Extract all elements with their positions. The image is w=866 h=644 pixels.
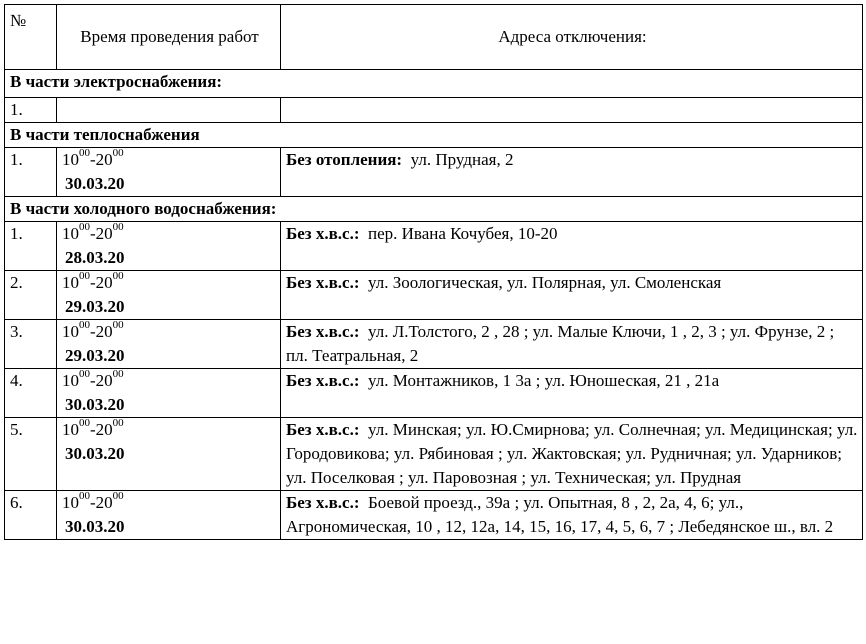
row-number: 4.: [5, 369, 57, 418]
row-time: $10^{00}-20^{00}$ 30.03.20: [57, 418, 281, 491]
row-date: 30.03.20: [65, 174, 125, 193]
row-address: Без х.в.с.: ул. Минская; ул. Ю.Смирнова; ул. Солнечная; ул. Медицинская; ул. Городовикова; ул. Рябиновая ; ул. Жактовская; ул. Рудничная; ул. Ударников; ул. Поселковая ; ул. Паровозная ; ул. Техническая; ул. Прудная: [281, 418, 863, 491]
outage-label: Без х.в.с.:: [286, 493, 360, 512]
table-row: [5, 148, 863, 197]
outage-label: Без х.в.с.:: [286, 420, 360, 439]
row-date: 30.03.20: [65, 444, 125, 463]
row-number: 1.: [5, 98, 57, 123]
row-address: Без х.в.с.: пер. Ивана Кочубея, 10-20: [281, 222, 863, 271]
section-heat-header: [5, 123, 863, 148]
row-time: [57, 98, 281, 123]
row-date: 30.03.20: [65, 517, 125, 536]
section-title: В части холодного водоснабжения:: [5, 197, 863, 222]
row-time: $10^{00}-20^{00}$ 29.03.20: [57, 271, 281, 320]
row-number: 2.: [5, 271, 57, 320]
table-row: [5, 369, 863, 418]
row-address: Без х.в.с.: ул. Зоологическая, ул. Полярная, ул. Смоленская: [281, 271, 863, 320]
row-address: Без х.в.с.: ул. Монтажников, 1 3а ; ул. Юношеская, 21 , 21а: [281, 369, 863, 418]
row-time: $10^{00}-20^{00}$ 30.03.20: [57, 491, 281, 540]
outage-label: Без х.в.с.:: [286, 371, 360, 390]
table-row: [5, 418, 863, 491]
row-number: 5.: [5, 418, 57, 491]
section-cold-water-header: [5, 197, 863, 222]
header-address: Адреса отключения:: [281, 5, 863, 70]
row-date: 28.03.20: [65, 248, 125, 267]
row-time: $10^{00}-20^{00}$ 28.03.20: [57, 222, 281, 271]
row-date: 30.03.20: [65, 395, 125, 414]
row-time: $10^{00}-20^{00}$ 30.03.20: [57, 369, 281, 418]
row-address: Без х.в.с.: Боевой проезд., 39а ; ул. Опытная, 8 , 2, 2а, 4, 6; ул., Агрономическая, 10 , 12, 12а, 14, 15, 16, 17, 4, 5, 6, 7 ; Лебедянское ш., вл. 2: [281, 491, 863, 540]
section-title: В части теплоснабжения: [5, 123, 863, 148]
header-time: Время проведения работ: [57, 5, 281, 70]
row-address: Без х.в.с.: ул. Л.Толстого, 2 , 28 ; ул. Малые Ключи, 1 , 2, 3 ; ул. Фрунзе, 2 ; пл. Театральная, 2: [281, 320, 863, 369]
row-date: 29.03.20: [65, 346, 125, 365]
row-number: 6.: [5, 491, 57, 540]
row-time: $10^{00}-20^{00}$ 29.03.20: [57, 320, 281, 369]
row-time: $10^{00}-20^{00}$ 30.03.20: [57, 148, 281, 197]
table-row: [5, 222, 863, 271]
table-row: [5, 491, 863, 540]
row-number: 3.: [5, 320, 57, 369]
outage-label: Без х.в.с.:: [286, 322, 360, 341]
outage-schedule-table: [4, 4, 863, 540]
table-header-row: [5, 5, 863, 70]
table-row: [5, 320, 863, 369]
row-address: Без отопления: ул. Прудная, 2: [281, 148, 863, 197]
section-electro-header: [5, 70, 863, 98]
section-title: В части электроснабжения:: [5, 70, 863, 98]
row-address: [281, 98, 863, 123]
outage-label: Без х.в.с.:: [286, 224, 360, 243]
row-date: 29.03.20: [65, 297, 125, 316]
outage-label: Без х.в.с.:: [286, 273, 360, 292]
row-number: 1.: [5, 148, 57, 197]
table-row: [5, 271, 863, 320]
row-number: 1.: [5, 222, 57, 271]
table-row: [5, 98, 863, 123]
outage-label: Без отопления:: [286, 150, 403, 169]
header-number: №: [5, 5, 57, 70]
